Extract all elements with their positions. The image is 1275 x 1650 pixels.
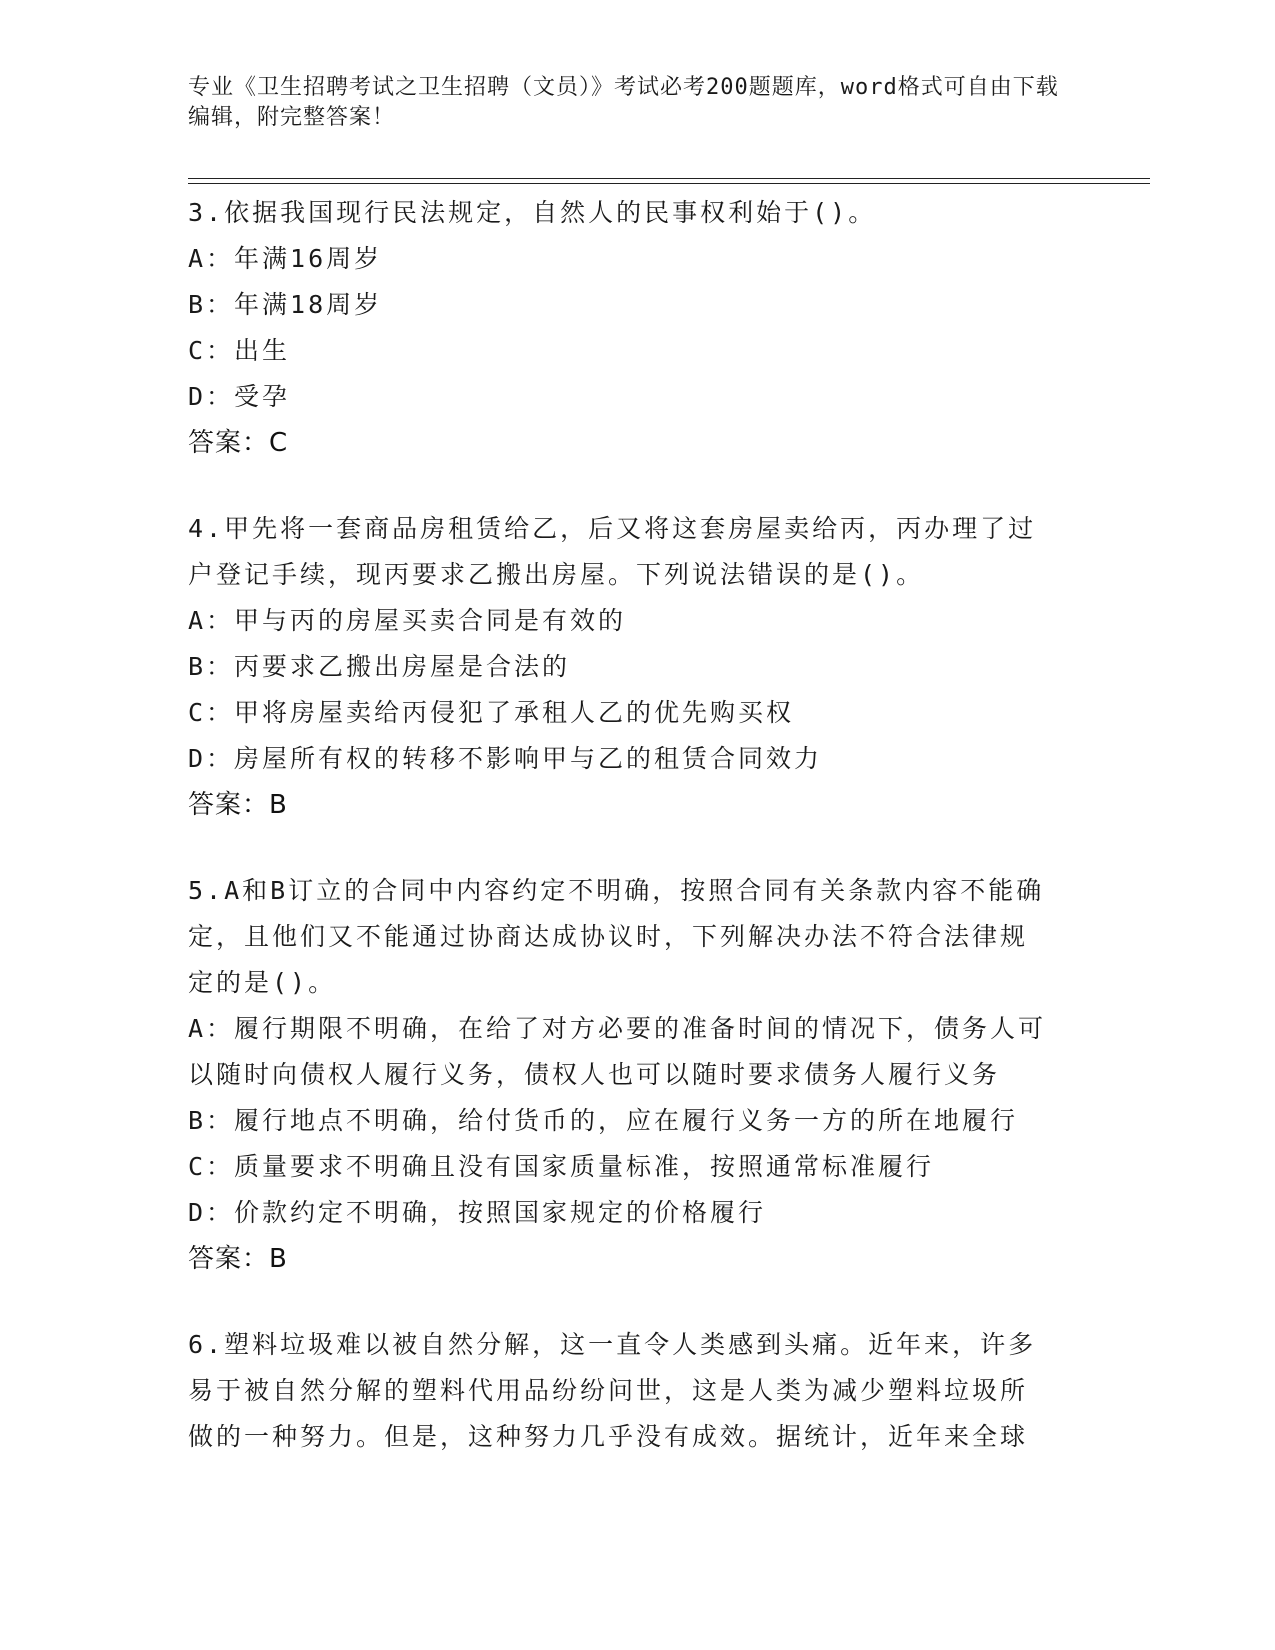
option-line: B：丙要求乙搬出房屋是合法的 <box>188 652 571 681</box>
document-header: 专业《卫生招聘考试之卫生招聘（文员）》考试必考200题题库，word格式可自由下载编辑，附完整答案！ <box>188 75 1059 130</box>
question-list <box>188 190 1078 1500</box>
option-line: A：年满16周岁 <box>188 244 383 273</box>
question-item <box>188 1322 1078 1460</box>
answer-line: 答案：C <box>188 428 289 458</box>
option-line: D：房屋所有权的转移不影响甲与乙的租赁合同效力 <box>188 744 823 773</box>
question-stem-line: 户登记手续，现丙要求乙搬出房屋。下列说法错误的是()。 <box>188 560 925 589</box>
answer-line: 答案：B <box>188 1244 288 1274</box>
option-line: D：价款约定不明确，按照国家规定的价格履行 <box>188 1198 767 1227</box>
question-stem-line: 易于被自然分解的塑料代用品纷纷问世，这是人类为减少塑料垃圾所 <box>188 1376 1029 1405</box>
option-line: B：年满18周岁 <box>188 290 383 319</box>
option-line: 以随时向债权人履行义务，债权人也可以随时要求债务人履行义务 <box>188 1060 1001 1089</box>
question-item <box>188 190 1078 466</box>
question-stem-line: 定的是()。 <box>188 968 337 997</box>
question-stem-line: 3.依据我国现行民法规定，自然人的民事权利始于()。 <box>188 198 877 227</box>
answer-line: 答案：B <box>188 790 288 820</box>
header-rule-top <box>188 178 1150 179</box>
question-stem-line: 做的一种努力。但是，这种努力几乎没有成效。据统计，近年来全球 <box>188 1422 1029 1451</box>
question-item <box>188 868 1078 1282</box>
question-stem-line: 5.A和B订立的合同中内容约定不明确，按照合同有关条款内容不能确 <box>188 876 1045 905</box>
option-line: C：质量要求不明确且没有国家质量标准，按照通常标准履行 <box>188 1152 935 1181</box>
question-stem-line: 4.甲先将一套商品房租赁给乙，后又将这套房屋卖给丙，丙办理了过 <box>188 514 1037 543</box>
option-line: C：出生 <box>188 336 291 365</box>
question-stem-line: 6.塑料垃圾难以被自然分解，这一直令人类感到头痛。近年来，许多 <box>188 1330 1037 1359</box>
question-stem-line: 定，且他们又不能通过协商达成协议时，下列解决办法不符合法律规 <box>188 922 1029 951</box>
question-item <box>188 506 1078 828</box>
option-line: B：履行地点不明确，给付货币的，应在履行义务一方的所在地履行 <box>188 1106 1019 1135</box>
option-line: A：履行期限不明确，在给了对方必要的准备时间的情况下，债务人可 <box>188 1014 1047 1043</box>
option-line: A：甲与丙的房屋买卖合同是有效的 <box>188 606 627 635</box>
option-line: D：受孕 <box>188 382 291 411</box>
header-rule-bottom <box>188 183 1150 184</box>
option-line: C：甲将房屋卖给丙侵犯了承租人乙的优先购买权 <box>188 698 795 727</box>
